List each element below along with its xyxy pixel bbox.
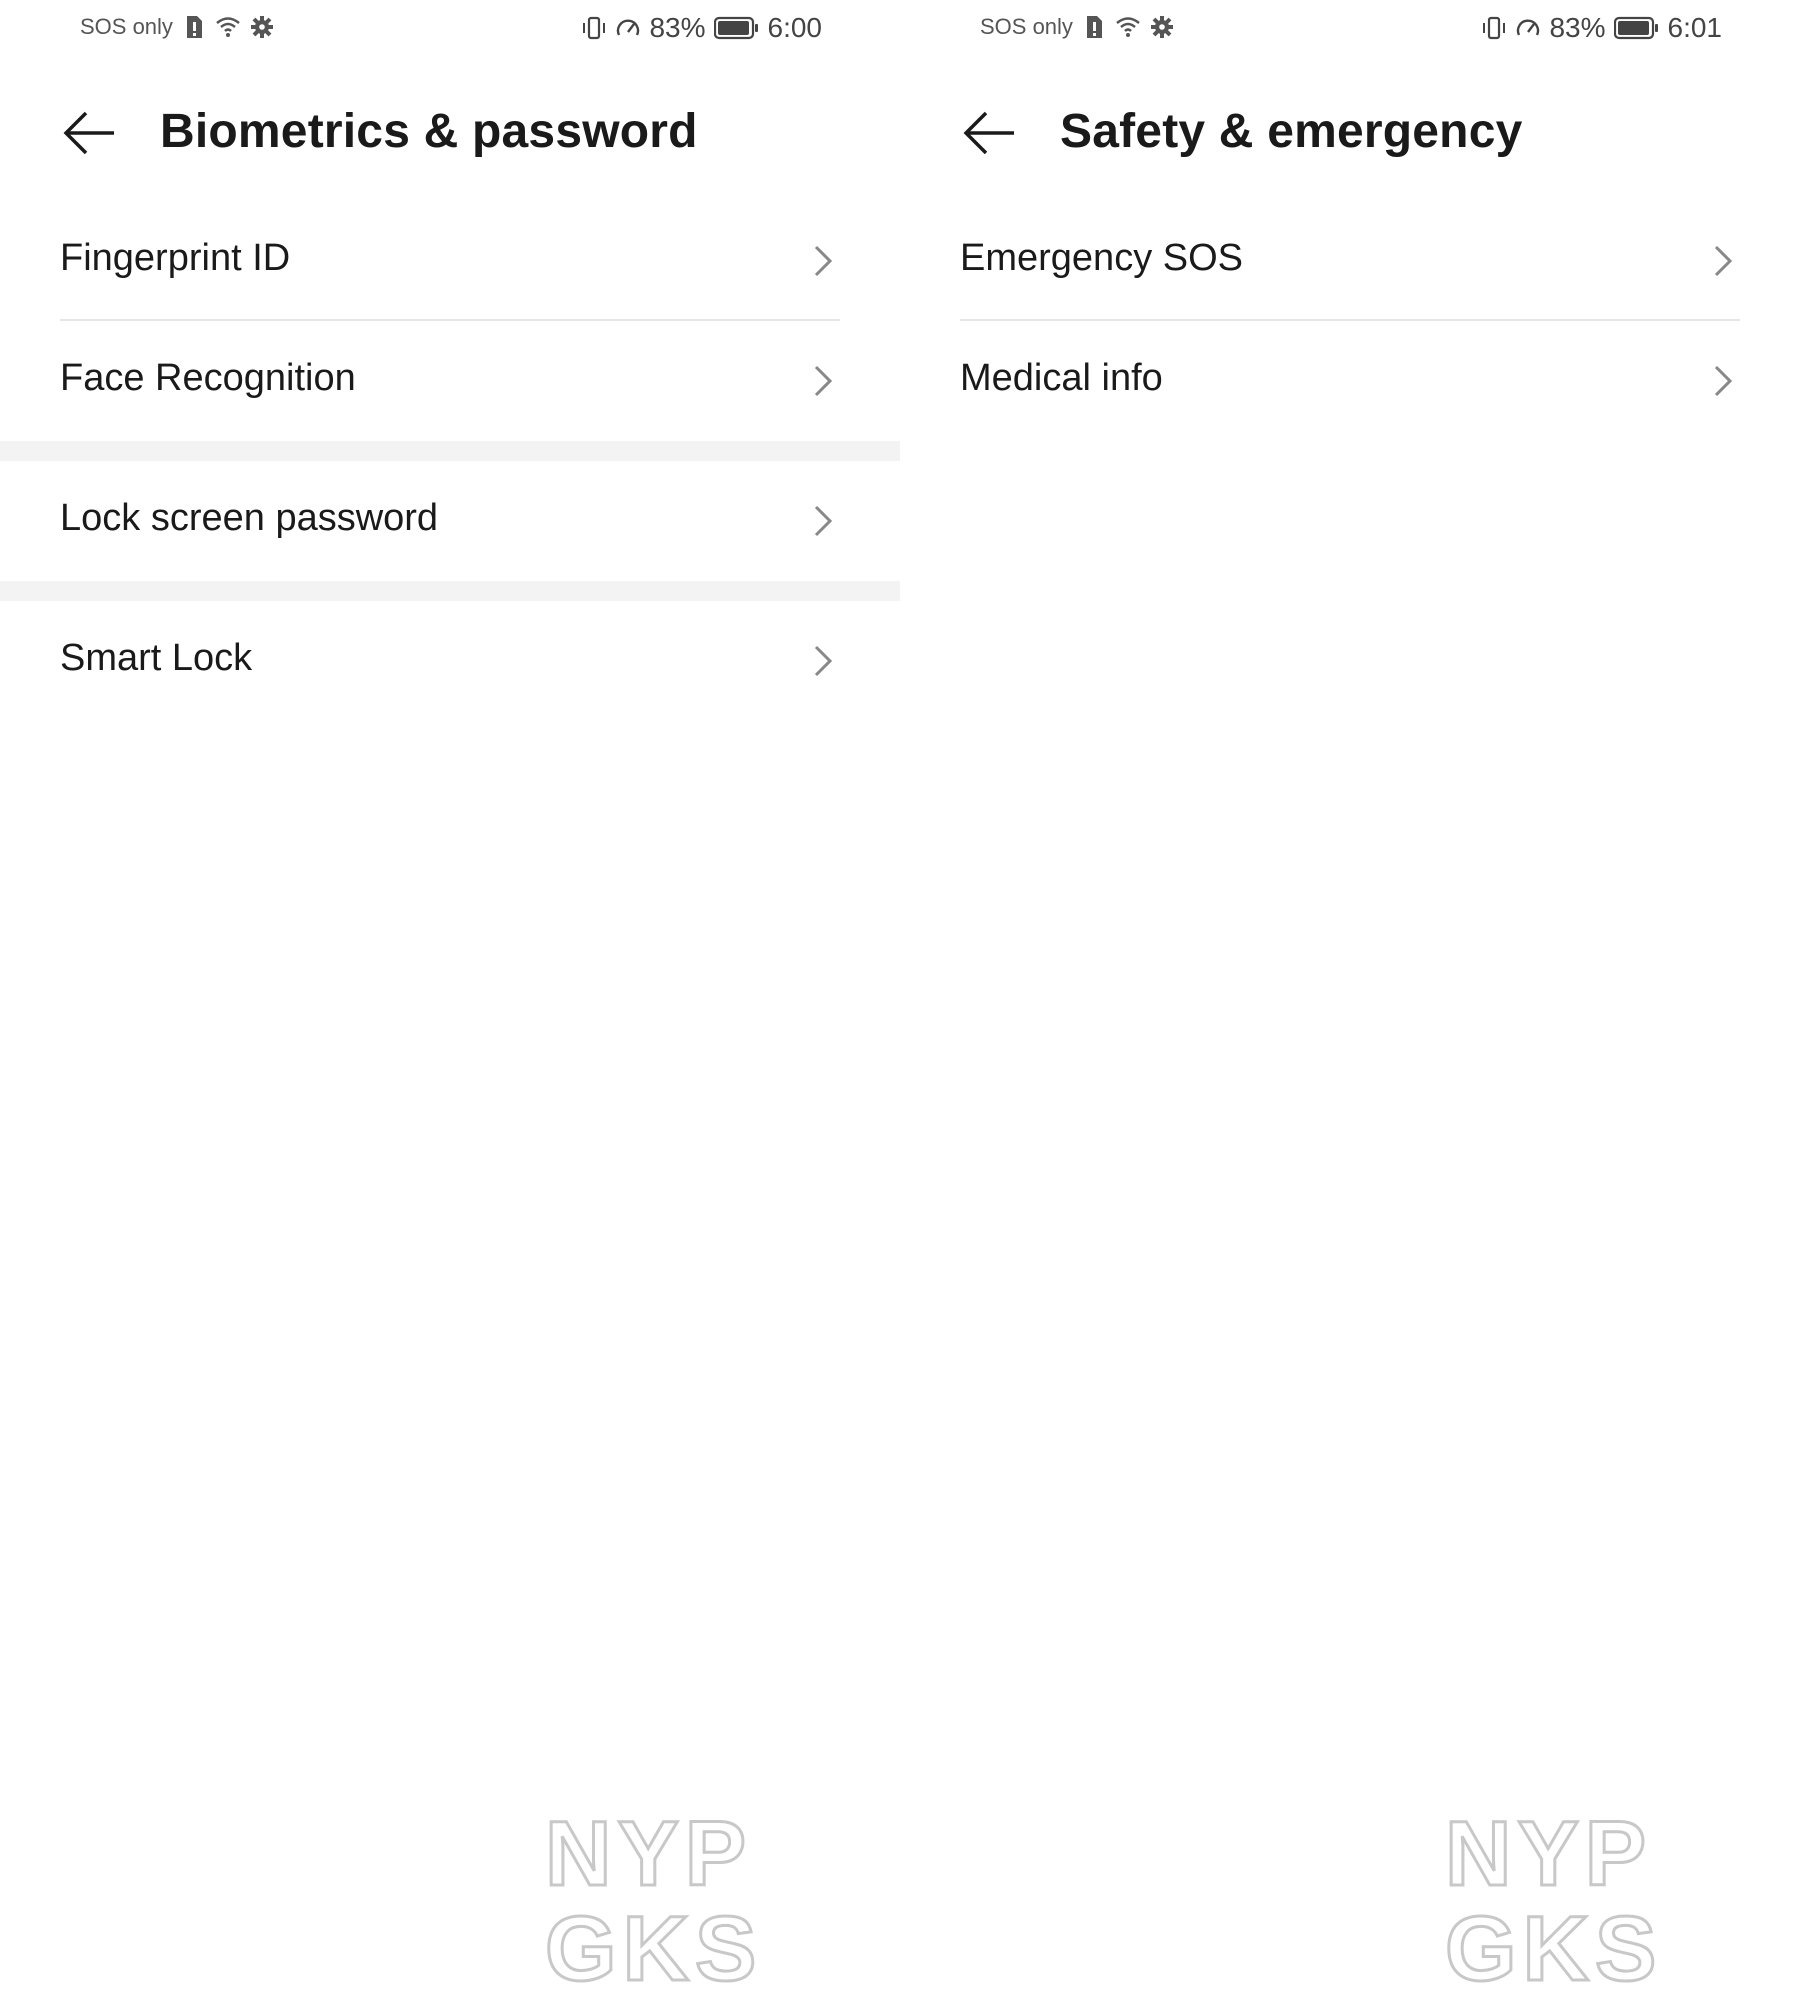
battery-icon	[1614, 15, 1660, 41]
svg-text:NYP: NYP	[1445, 1803, 1653, 1905]
list-item-label: Fingerprint ID	[60, 237, 291, 279]
wifi-icon	[1115, 14, 1141, 40]
page-title: Biometrics & password	[160, 105, 698, 158]
list-item-label: Face Recognition	[60, 357, 356, 399]
svg-text:GKS: GKS	[1445, 1898, 1663, 1990]
wifi-icon	[215, 14, 241, 40]
list-item-smart-lock[interactable]	[0, 601, 900, 721]
carrier-status: SOS only	[80, 14, 173, 39]
list-item-lock-screen-password[interactable]	[0, 461, 900, 581]
settings-list	[900, 201, 1800, 441]
vibrate-icon	[1481, 15, 1507, 41]
chevron-right-icon	[810, 501, 836, 541]
svg-text:NYP: NYP	[545, 1803, 753, 1905]
list-item-face-recognition[interactable]	[0, 321, 900, 441]
sim-alert-icon	[181, 14, 207, 40]
list-item-label: Lock screen password	[60, 497, 439, 539]
list-item-fingerprint-id[interactable]	[0, 201, 900, 321]
group-separator	[0, 581, 900, 601]
app-bar	[0, 92, 900, 172]
chevron-right-icon	[810, 361, 836, 401]
carrier-status: SOS only	[980, 14, 1073, 39]
list-item-label: Smart Lock	[60, 637, 253, 679]
watermark-logo	[1440, 1800, 1770, 1990]
list-item-label: Emergency SOS	[960, 237, 1243, 279]
sim-alert-icon	[1081, 14, 1107, 40]
battery-percent: 83%	[649, 12, 706, 43]
list-item-label: Medical info	[960, 357, 1163, 399]
settings-list	[0, 201, 900, 721]
chevron-right-icon	[1710, 361, 1736, 401]
speed-gauge-icon	[1515, 15, 1541, 41]
page-title: Safety & emergency	[1060, 105, 1523, 158]
vibrate-icon	[581, 15, 607, 41]
chevron-right-icon	[810, 241, 836, 281]
chevron-right-icon	[810, 641, 836, 681]
group-separator	[0, 441, 900, 461]
status-bar	[900, 0, 1800, 62]
clock: 6:00	[767, 12, 822, 43]
gear-icon	[1149, 14, 1175, 40]
chevron-right-icon	[1710, 241, 1736, 281]
list-item-emergency-sos[interactable]	[900, 201, 1800, 321]
gear-icon	[249, 14, 275, 40]
battery-icon	[714, 15, 760, 41]
screen-safety-emergency	[900, 0, 1800, 2000]
status-bar	[0, 0, 900, 62]
svg-text:GKS: GKS	[545, 1898, 763, 1990]
speed-gauge-icon	[615, 15, 641, 41]
app-bar	[900, 92, 1800, 172]
back-arrow-icon[interactable]	[958, 102, 1020, 164]
clock: 6:01	[1667, 12, 1722, 43]
battery-percent: 83%	[1549, 12, 1606, 43]
watermark-logo	[540, 1800, 870, 1990]
list-item-medical-info[interactable]	[900, 321, 1800, 441]
back-arrow-icon[interactable]	[58, 102, 120, 164]
